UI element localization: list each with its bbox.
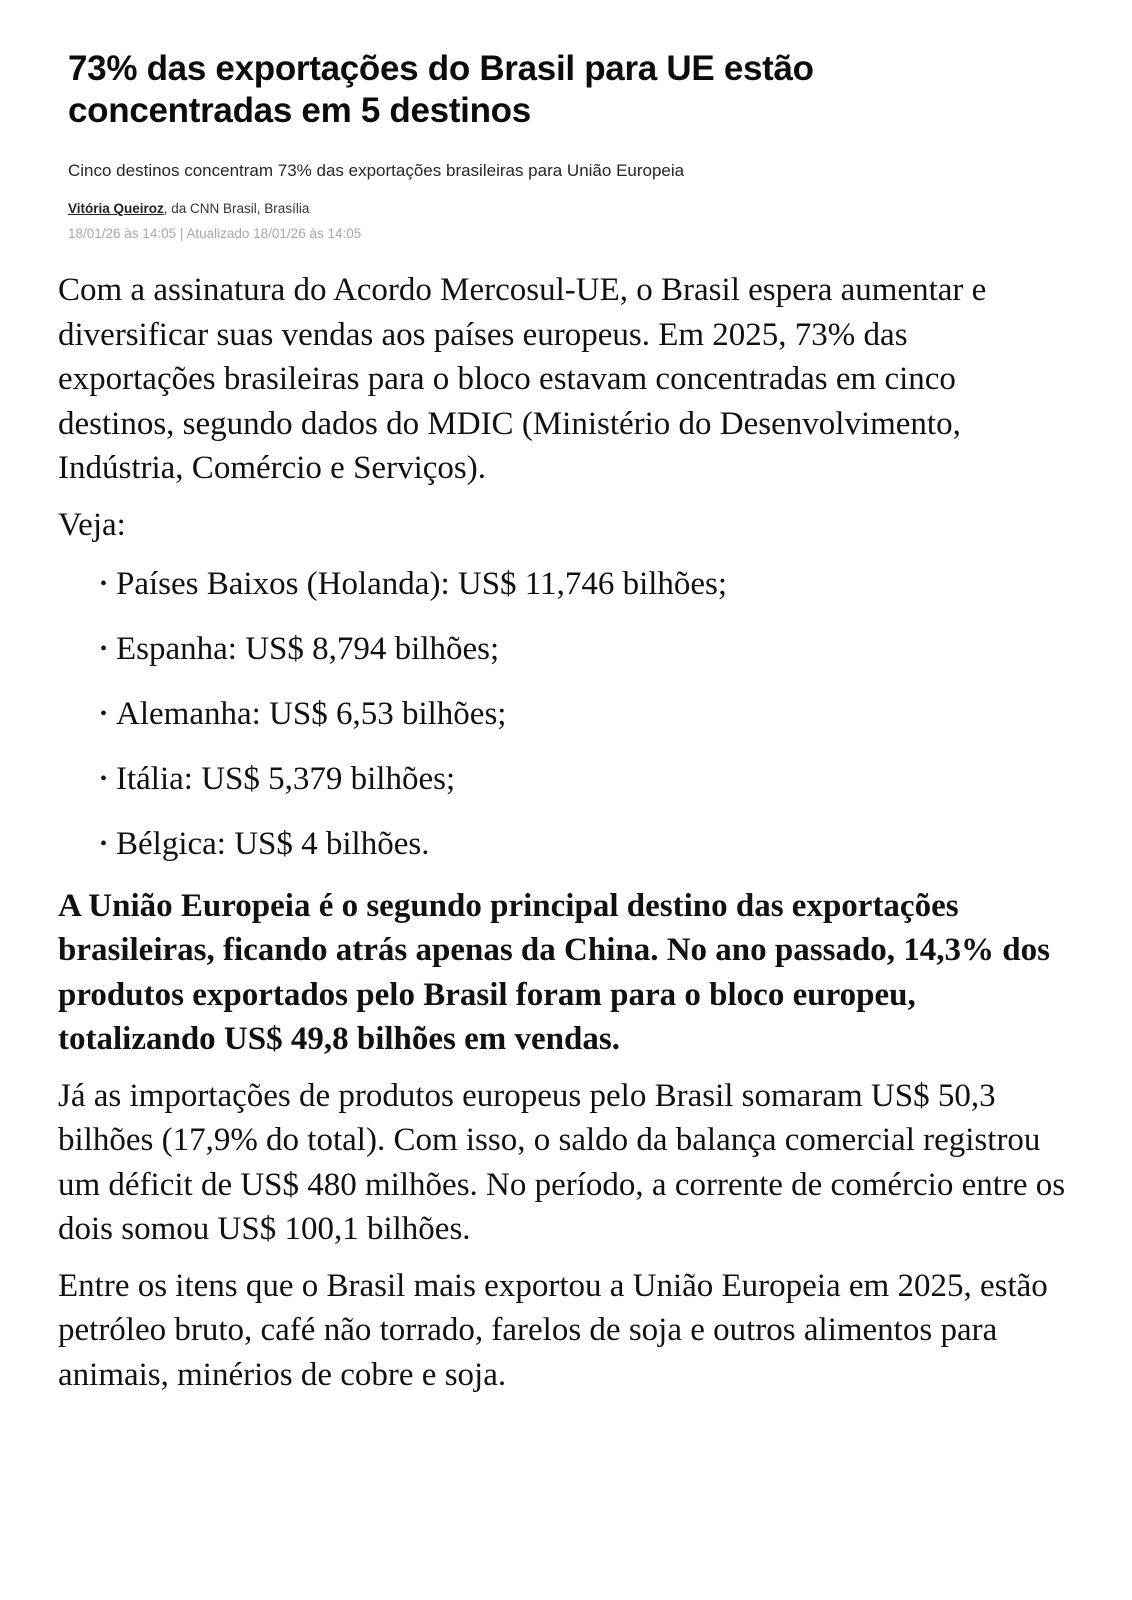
list-item [100, 683, 1068, 748]
list-item [100, 618, 1068, 683]
byline-source: , da CNN Brasil, Brasília [163, 201, 310, 216]
list-item [100, 553, 1068, 618]
list-intro: Veja: [58, 506, 126, 543]
paragraph-products: Entre os itens que o Brasil mais exportou a União Europeia em 2025, estão petróleo bruto, café não torrado, farelos de soja e outros alimentos para animais, minérios de cobre e soja. [58, 1267, 1048, 1393]
destinations-list [58, 553, 1068, 878]
bullet-icon: • [100, 637, 108, 660]
paragraph-intro: Com a assinatura do Acordo Mercosul-UE, o Brasil espera aumentar e diversificar suas vendas aos países europeus. Em 2025, 73% das exportações brasileiras para o bloco estavam concentradas em cinco destinos, segundo dados do MDIC (Ministério do Desenvolvimento, Indústria, Comércio e Serviços). [58, 272, 987, 486]
list-item-text: Países Baixos (Holanda): US$ 11,746 bilhões; [116, 566, 728, 602]
list-item-text: Itália: US$ 5,379 bilhões; [116, 760, 456, 797]
bullet-icon: • [100, 832, 108, 855]
article-body [58, 268, 1068, 1409]
subtitle: Cinco destinos concentram 73% das exportações brasileiras para União Europeia [68, 161, 685, 180]
timestamp: 18/01/26 às 14:05 | Atualizado 18/01/26 às 14:05 [68, 226, 362, 241]
list-item-text: Bélgica: US$ 4 bilhões. [116, 825, 430, 862]
bullet-icon: • [100, 572, 108, 595]
list-item-text: Espanha: US$ 8,794 bilhões; [116, 630, 500, 667]
list-item-text: Alemanha: US$ 6,53 bilhões; [116, 695, 507, 732]
byline [68, 200, 1028, 218]
author-link[interactable]: Vitória Queiroz [68, 201, 164, 216]
bullet-icon: • [100, 767, 108, 790]
bullet-icon: • [100, 702, 108, 725]
list-item [100, 748, 1068, 813]
headline: 73% das exportações do Brasil para UE estão concentradas em 5 destinos [68, 49, 814, 130]
list-item [100, 813, 1068, 878]
article-header [68, 48, 1028, 243]
paragraph-imports: Já as importações de produtos europeus pelo Brasil somaram US$ 50,3 bilhões (17,9% do total). Com isso, o saldo da balança comercial registrou um déficit de US$ 480 milhões. No período, a corrente de comércio entre os dois somou US$ 100,1 bilhões. [58, 1077, 1066, 1248]
paragraph-highlight: A União Europeia é o segundo principal destino das exportações brasileiras, ficando atrás apenas da China. No ano passado, 14,3% dos produtos exportados pelo Brasil foram para o bloco europeu, totalizando US$ 49,8 bilhões em vendas. [58, 887, 1050, 1058]
